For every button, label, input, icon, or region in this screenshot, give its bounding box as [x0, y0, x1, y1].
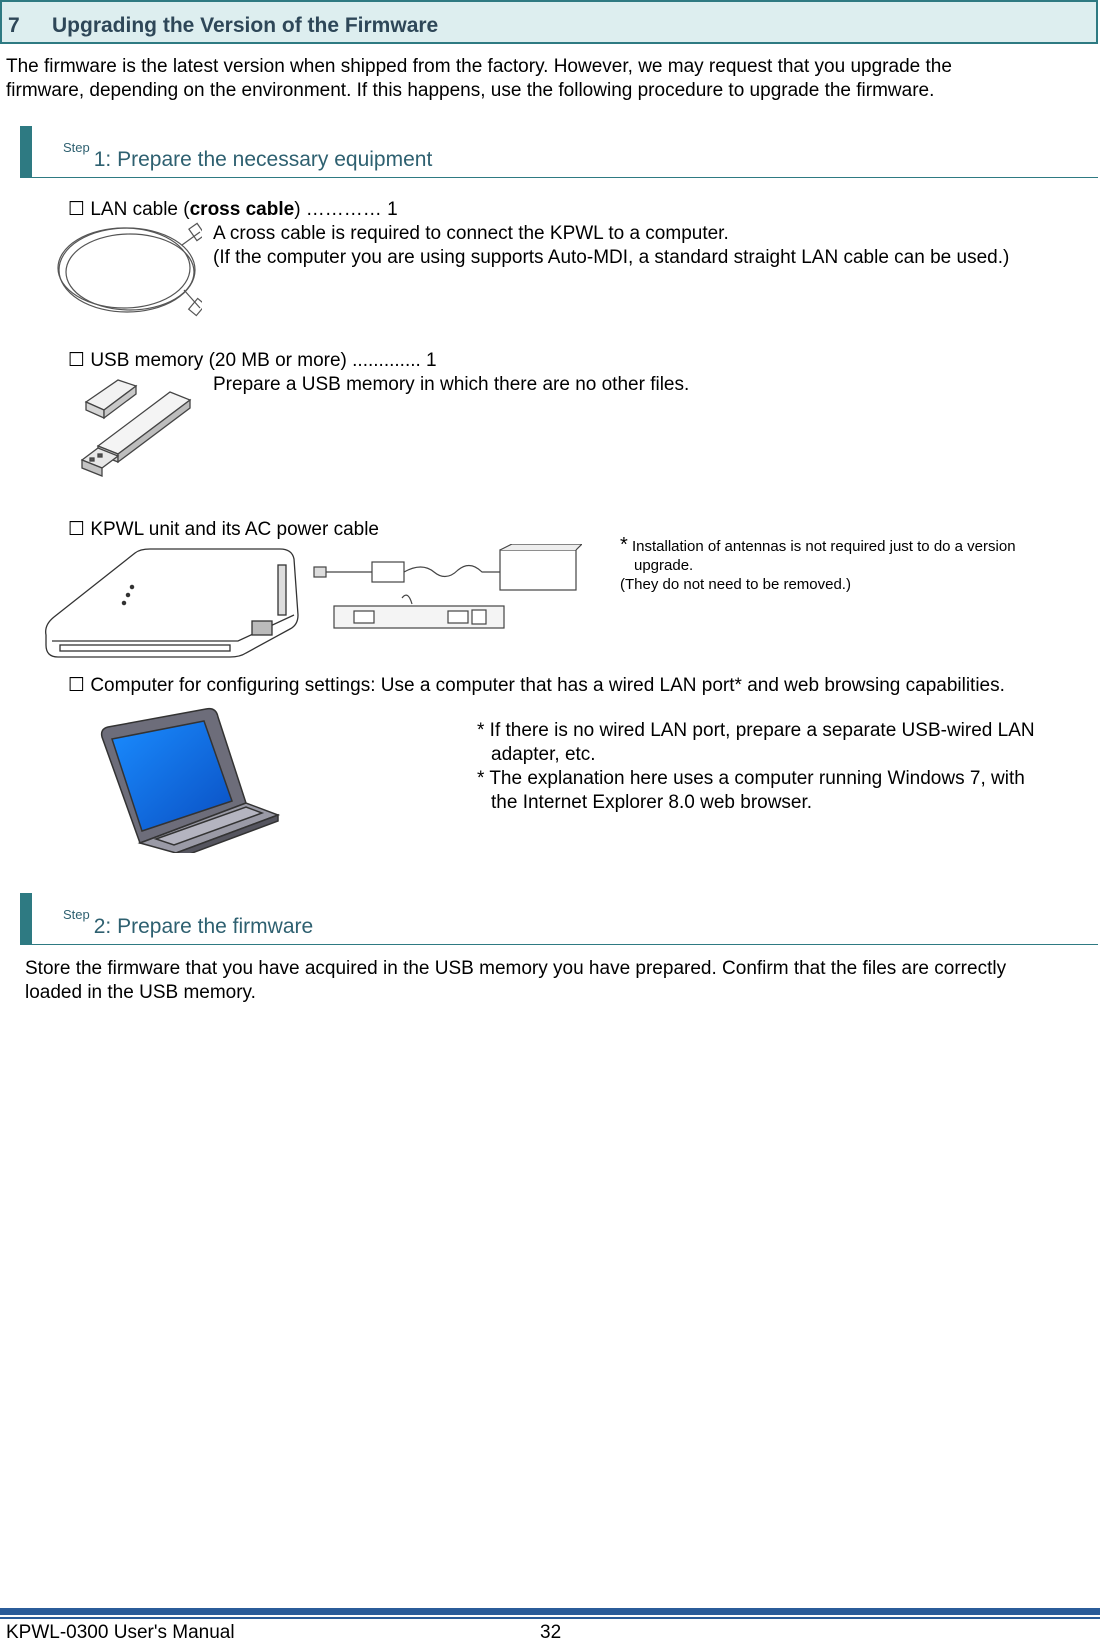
computer-notes	[477, 719, 1035, 815]
kpwl-unit-image	[40, 545, 310, 660]
usb-desc-1: Prepare a USB memory in which there are no other files.	[213, 374, 690, 395]
checkbox-icon: ☐	[68, 675, 86, 696]
step-accent-bar	[20, 126, 32, 178]
step2-heading	[20, 893, 1098, 945]
lan-label-bold: cross cable	[189, 199, 295, 220]
computer-note-2b: the Internet Explorer 8.0 web browser.	[491, 792, 813, 813]
footer-manual-title: KPWL-0300 User's Manual	[6, 1622, 235, 1643]
computer-note-1b: adapter, etc.	[491, 744, 596, 765]
computer-note-2a: * The explanation here uses a computer running Windows 7, with	[477, 768, 1025, 789]
lan-desc-1: A cross cable is required to connect the KPWL to a computer.	[213, 223, 729, 244]
item-computer	[68, 674, 1005, 697]
checkbox-icon: ☐	[68, 350, 86, 371]
step-underline	[32, 944, 1098, 945]
lan-label-after: ) ………… 1	[294, 199, 398, 220]
footer-rule-thick	[0, 1608, 1100, 1615]
lan-cable-image	[52, 220, 202, 320]
step2-title	[63, 907, 314, 939]
checkbox-icon: ☐	[68, 519, 86, 540]
lan-desc-2: (If the computer you are using supports Auto-MDI, a standard straight LAN cable can be used.)	[213, 247, 1010, 268]
kpwl-note-1: Installation of antennas is not required just to do a version	[631, 538, 1016, 555]
intro-paragraph	[6, 55, 1096, 103]
intro-line-2: firmware, depending on the environment. If this happens, use the following procedure to upgrade the firmware.	[6, 80, 935, 101]
note-star: *	[620, 534, 628, 556]
intro-line-1: The firmware is the latest version when shipped from the factory. However, we may request that you upgrade the	[6, 56, 952, 77]
usb-label: USB memory (20 MB or more) ............. 1	[90, 350, 437, 371]
item-lan-cable	[68, 198, 398, 221]
item-kpwl-unit	[68, 518, 379, 541]
step2-line-1: Store the firmware that you have acquired in the USB memory you have prepared. Confirm that the files are correctly	[25, 958, 1007, 979]
computer-note-1a: * If there is no wired LAN port, prepare a separate USB-wired LAN	[477, 720, 1035, 741]
step-prefix: Step	[63, 140, 90, 155]
step1-title-text: 1: Prepare the necessary equipment	[93, 148, 433, 171]
step1-heading	[20, 126, 1098, 178]
footer-rule-thin	[0, 1617, 1100, 1619]
page-number: 32	[540, 1622, 562, 1643]
lan-description	[213, 222, 1009, 270]
lan-label-before: LAN cable (	[90, 199, 190, 220]
step-underline	[32, 177, 1098, 178]
computer-label: Computer for configuring settings: Use a computer that has a wired LAN port* and web browsing capabilities.	[90, 675, 1005, 696]
kpwl-note	[620, 536, 1016, 594]
step-accent-bar	[20, 893, 32, 945]
item-usb-memory	[68, 349, 437, 372]
section-number: 7	[8, 14, 20, 37]
kpwl-label: KPWL unit and its AC power cable	[90, 519, 379, 540]
step2-title-text: 2: Prepare the firmware	[93, 915, 314, 938]
ac-power-cable-image	[312, 544, 582, 634]
usb-memory-image	[78, 374, 198, 484]
kpwl-note-2: upgrade.	[634, 557, 694, 574]
step-prefix: Step	[63, 907, 90, 922]
kpwl-note-line-1	[620, 536, 1016, 556]
kpwl-note-3: (They do not need to be removed.)	[620, 576, 851, 593]
laptop-image	[96, 703, 286, 853]
section-header	[0, 0, 1098, 44]
step2-line-2: loaded in the USB memory.	[25, 982, 256, 1003]
step2-paragraph	[25, 957, 1006, 1005]
section-title: Upgrading the Version of the Firmware	[52, 14, 439, 37]
step1-title	[63, 140, 433, 172]
checkbox-icon: ☐	[68, 199, 86, 220]
usb-description	[213, 373, 689, 397]
